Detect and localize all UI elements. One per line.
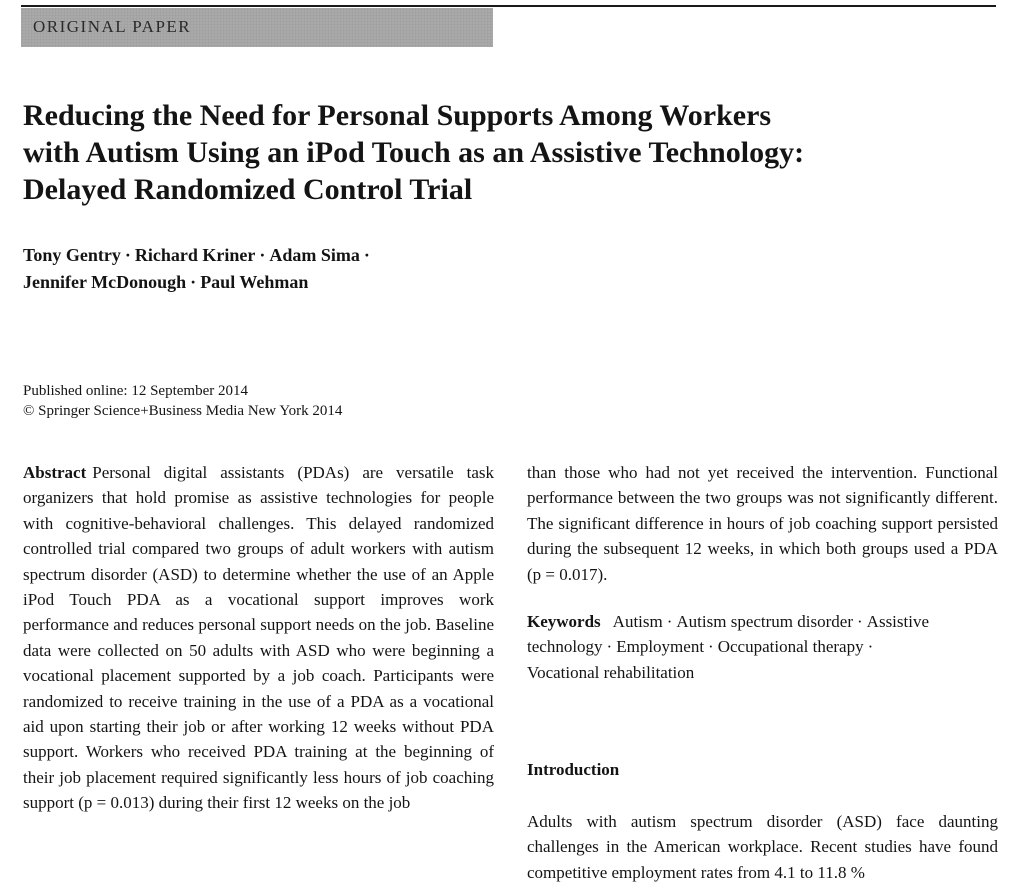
author-name: Jennifer McDonough [23, 272, 187, 292]
article-type-banner [21, 8, 493, 47]
keyword-separator: · [666, 612, 673, 631]
keyword-separator: · [867, 637, 874, 657]
section-heading-introduction: Introduction [527, 760, 620, 779]
title-line: with Autism Using an iPod Touch as an Assistive Technology: [23, 136, 805, 169]
abstract-text: Personal digital assistants (PDAs) are versatile task organizers that hold promise as assistive technologies for people with cognitive-behavioral challenges. This delayed randomized controlled trial compared two groups of adult workers with autism spectrum disorder (ASD) to determine whether the use of an Apple iPod Touch PDA as a vocational support improves work performance and reduces personal support needs on the job. Baseline data were collected on 50 adults with ASD who were beginning a vocational placement supported by a job coach. Participants were randomized to receive training in the use of a PDA as a vocational aid upon starting their job or after working 12 weeks without PDA support. Workers who received PDA training at the beginning of their job placement required significantly less hours of job coaching support (p = 0.013) during their first 12 weeks on the job [23, 463, 494, 813]
abstract-label: Abstract [23, 463, 87, 482]
keyword-separator: · [857, 612, 863, 631]
paper-title [23, 97, 983, 208]
author-name: Paul Wehman [200, 272, 309, 292]
author-separator: · [190, 272, 197, 292]
abstract-column-left [23, 460, 494, 816]
keyword: Employment [616, 637, 705, 657]
keywords-block [527, 609, 998, 685]
author-name: Richard Kriner [134, 245, 256, 265]
title-line: Reducing the Need for Personal Supports Among Workers [23, 99, 772, 132]
introduction-text: Adults with autism spectrum disorder (ASD) face daunting challenges in the American workplace. Recent studies have found competitive employment rates from 4.1 to 11.8 % [527, 812, 998, 882]
keyword: Assistive technology [527, 612, 930, 657]
publication-info [23, 381, 342, 421]
author-list [23, 242, 374, 296]
keyword-separator: · [606, 637, 613, 657]
author-separator: · [259, 245, 266, 265]
keyword: Vocational rehabilitation [527, 662, 695, 682]
title-line: Delayed Randomized Control Trial [23, 173, 473, 206]
abstract-paragraph [23, 460, 494, 816]
keywords-label: Keywords [527, 612, 601, 631]
abstract-column-right [527, 460, 998, 587]
copyright-notice: © Springer Science+Business Media New York 2014 [23, 403, 343, 419]
keyword: Autism [612, 612, 663, 631]
keyword: Occupational therapy [717, 637, 864, 657]
header-rule [21, 5, 996, 7]
keyword: Autism spectrum disorder [676, 612, 853, 631]
author-separator: · [124, 245, 131, 265]
keyword-separator: · [708, 637, 714, 657]
published-online-date: Published online: 12 September 2014 [23, 383, 248, 399]
article-type-label: ORIGINAL PAPER [33, 17, 192, 36]
author-separator: · [363, 245, 370, 265]
abstract-continuation: than those who had not yet received the intervention. Functional performance between the two groups was not significantly different. The significant difference in hours of job coaching support persisted during the subsequent 12 weeks, in which both groups used a PDA (p = 0.017). [527, 463, 998, 584]
author-name: Adam Sima [269, 245, 360, 265]
author-name: Tony Gentry [23, 245, 121, 265]
